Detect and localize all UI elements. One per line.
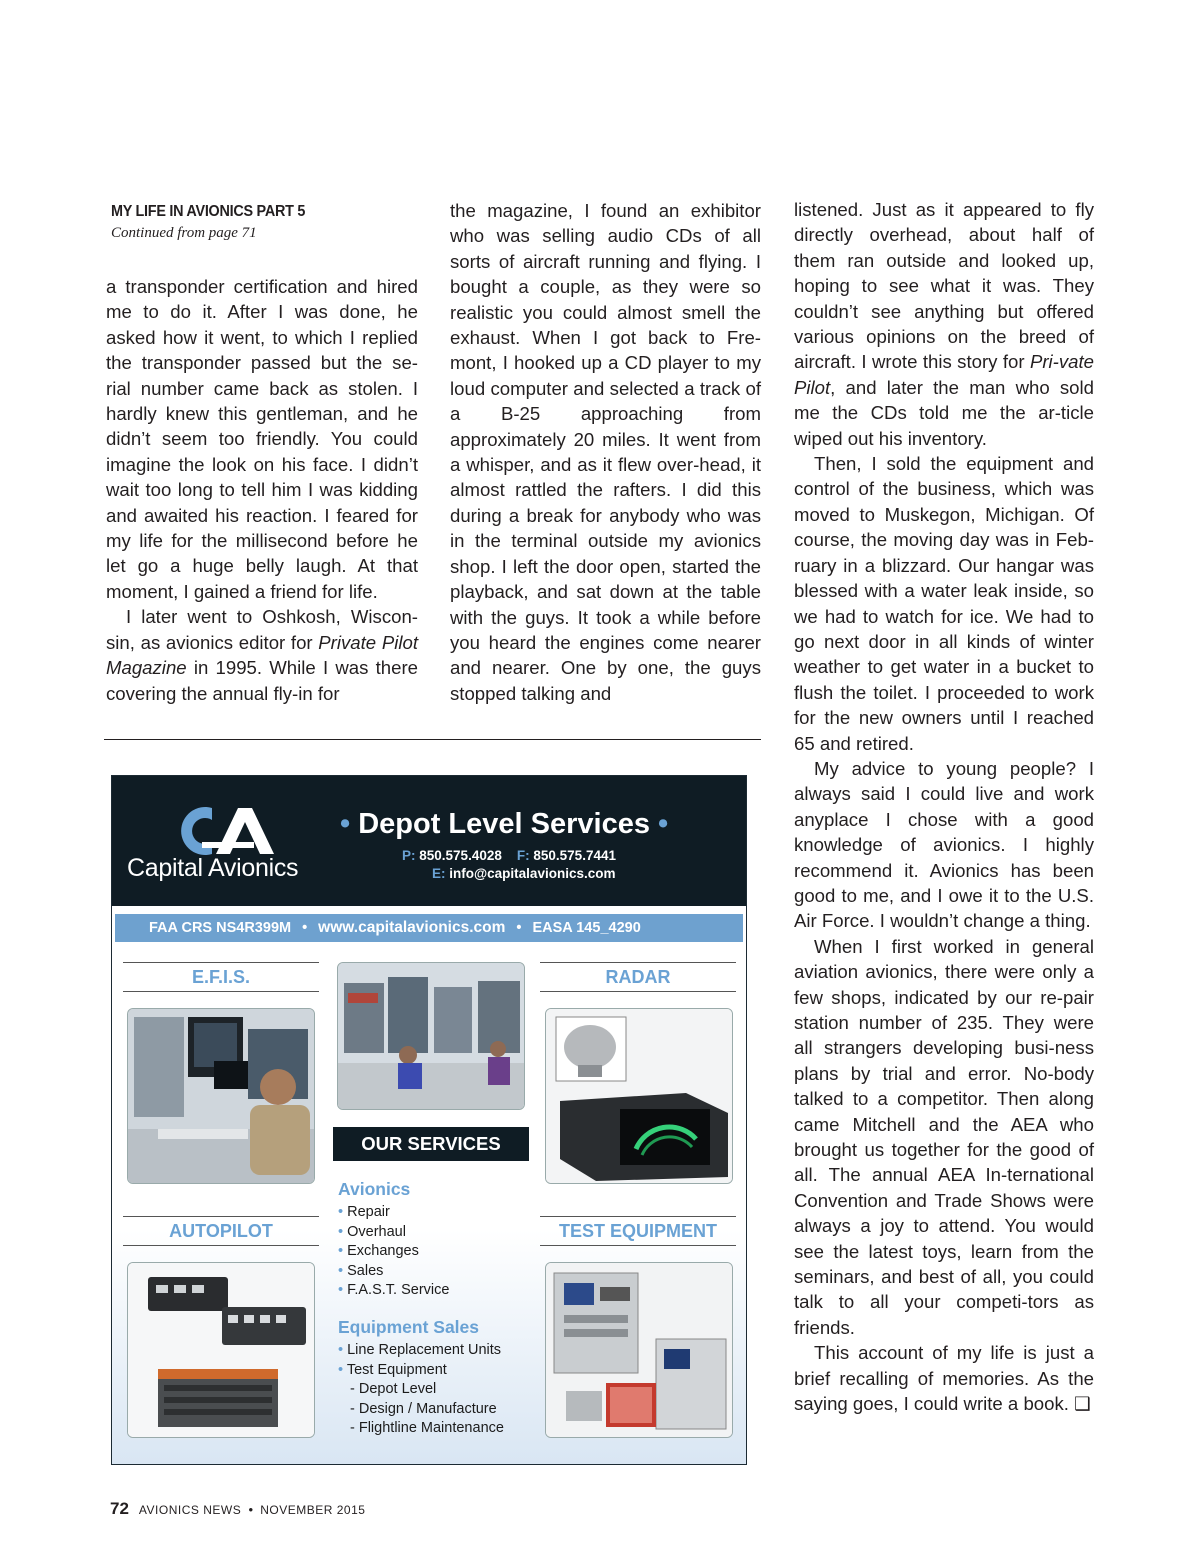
page-number: 72 <box>110 1499 129 1518</box>
ad-body <box>112 944 746 1464</box>
website-link[interactable]: www.capitalavionics.com <box>318 919 506 936</box>
autopilot-heading: AUTOPILOT <box>123 1216 319 1246</box>
list-item: • Overhaul <box>338 1223 406 1240</box>
list-item: - Flightline Maintenance <box>350 1420 504 1437</box>
email-line: E: info@capitalavionics.com <box>432 866 616 881</box>
paragraph: Then, I sold the equipment and control of the business, which was moved to Muskegon, Michigan. Of course, the moving day was in Feb-ruary in a blizzard. Our hangar was blessed with a water leak inside, so we had to watch for ice. We had to go next door in all kinds of winter weather to get water in a bucket to flush the toilet. I proceeded to work for the new owners until I reached 65 and retired. <box>794 453 1094 754</box>
shop-floor-photo <box>337 962 525 1110</box>
radar-indicator-image <box>546 1009 733 1184</box>
continued-note: Continued from page 71 <box>111 225 257 241</box>
list-item: - Depot Level <box>350 1381 437 1398</box>
magazine-name: AVIONICS NEWS <box>138 1503 242 1517</box>
efis-heading: E.F.I.S. <box>123 962 319 992</box>
italic-title: Pri-vate Pilot <box>794 351 1094 398</box>
issue-date: NOVEMBER 2015 <box>260 1503 366 1517</box>
certification-band: FAA CRS NS4R399M • www.capitalavionics.com • EASA 145_4290 <box>115 914 743 942</box>
autopilot-units-image <box>128 1263 315 1438</box>
paragraph: listened. Just as it appeared to fly directly overhead, about half of them ran outside and looked up, hoping to see what it was. They couldn’t see anything but offered various opinions on the breed of aircraft. I wrote this story for Pri-vate Pilot, and later the man who sold me the CDs told me the ar-ticle wiped out his inventory. <box>794 199 1094 449</box>
equipment-sales-title: Equipment Sales <box>338 1317 480 1337</box>
end-mark-icon: ❑ <box>1074 1393 1091 1415</box>
paragraph: My advice to young people? I always said I could live and work anyplace I chose with a good knowledge of avionics. I highly recommend it. Avionics has been good to me, and I owe it to the U.S. Air Force. I wouldn’t change a thing. <box>794 757 1094 932</box>
list-item: - Design / Manufacture <box>350 1400 497 1417</box>
capital-avionics-ad <box>111 775 747 1465</box>
divider-rule <box>104 739 761 740</box>
list-item: • Repair <box>338 1204 390 1220</box>
list-item: • Test Equipment <box>338 1361 447 1378</box>
test-equipment-image <box>546 1263 733 1438</box>
article-column-3 <box>794 197 1094 1417</box>
avionics-shop-image <box>338 963 525 1110</box>
running-head: MY LIFE IN AVIONICS PART 5 <box>111 203 306 220</box>
article-column-2 <box>450 198 761 706</box>
list-item: • F.A.S.T. Service <box>338 1282 450 1299</box>
avionics-services-title: Avionics <box>338 1179 411 1199</box>
paragraph: a transponder certification and hired me to do it. After I was done, he asked how it went, to which I replied the transponder passed but the se-rial number came back as stolen. I hardly knew this gentleman, and he didn’t seem too friendly. You could imagine the look on his face. I didn’t wait too long to tell him I was kidding and awaited his reaction. I feared for my life for the millisecond before he let go a huge belly laugh. At that moment, I gained a friend for life. <box>106 276 418 602</box>
italic-title: Private Pilot Magazine <box>106 631 418 679</box>
page-footer: 72 AVIONICS NEWS • NOVEMBER 2015 <box>110 1499 366 1518</box>
brand-name: Capital Avionics <box>127 854 299 882</box>
paragraph: When I first worked in general aviation avionics, there were only a few shops, indicated by our re-pair station number of 235. They were all strangers developing busi-ness plans by trial and error. No-body talked to a competitor. Then along came Mitchell and the AEA who brought us together for the good of all. The annual AEA In-ternational Convention and Trade Shows were always a joy to attend. You would see the latest toys, learn from the seminars, and best of all, you could talk to all your competi-tors as friends. <box>794 935 1094 1338</box>
radar-photo <box>545 1008 733 1184</box>
our-services-bar: OUR SERVICES <box>333 1127 529 1161</box>
list-item: • Sales <box>338 1262 384 1279</box>
phone-fax: P: 850.575.4028 F: 850.575.7441 <box>402 848 616 863</box>
paragraph: the magazine, I found an exhibitor who was selling audio CDs of all sorts of aircraft running and flying. I bought a couple, as they were so realistic you could almost smell the exhaust. When I got back to Fre-mont, I hooked up a CD player to my loud computer and selected a track of a B-25 approaching from approximately 20 miles. It went from a whisper, and as it flew over-head, it almost rattled the rafters. I did this during a break for anybody who was in the terminal outside my avionics shop. I left the door open, started the playback, and sat down at the table with the guys. It took a while before you heard the engines come nearer and nearer. One by one, the guys stopped talking and <box>450 200 761 704</box>
radar-heading: RADAR <box>540 962 736 992</box>
avionics-services-list <box>338 1203 449 1301</box>
capital-avionics-logo-icon <box>172 802 276 860</box>
efis-workbench-image <box>128 1009 315 1184</box>
paragraph: This account of my life is just a brief recalling of memories. As the saying goes, I could write a book. ❑ <box>794 1342 1094 1415</box>
efis-photo <box>127 1008 315 1184</box>
ad-headline: • Depot Level Services • <box>340 808 669 840</box>
equipment-sales-list <box>338 1341 504 1439</box>
list-item: • Exchanges <box>338 1243 419 1260</box>
autopilot-photo <box>127 1262 315 1438</box>
paragraph: I later went to Oshkosh, Wiscon-sin, as avionics editor for Private Pilot Magazine in 1995. While I was there covering the annual fly-in for <box>106 606 418 704</box>
article-column-1 <box>106 274 418 706</box>
list-item: • Line Replacement Units <box>338 1342 502 1358</box>
test-equipment-photo <box>545 1262 733 1438</box>
test-equipment-heading: TEST EQUIPMENT <box>540 1216 736 1246</box>
ad-header <box>112 776 746 906</box>
